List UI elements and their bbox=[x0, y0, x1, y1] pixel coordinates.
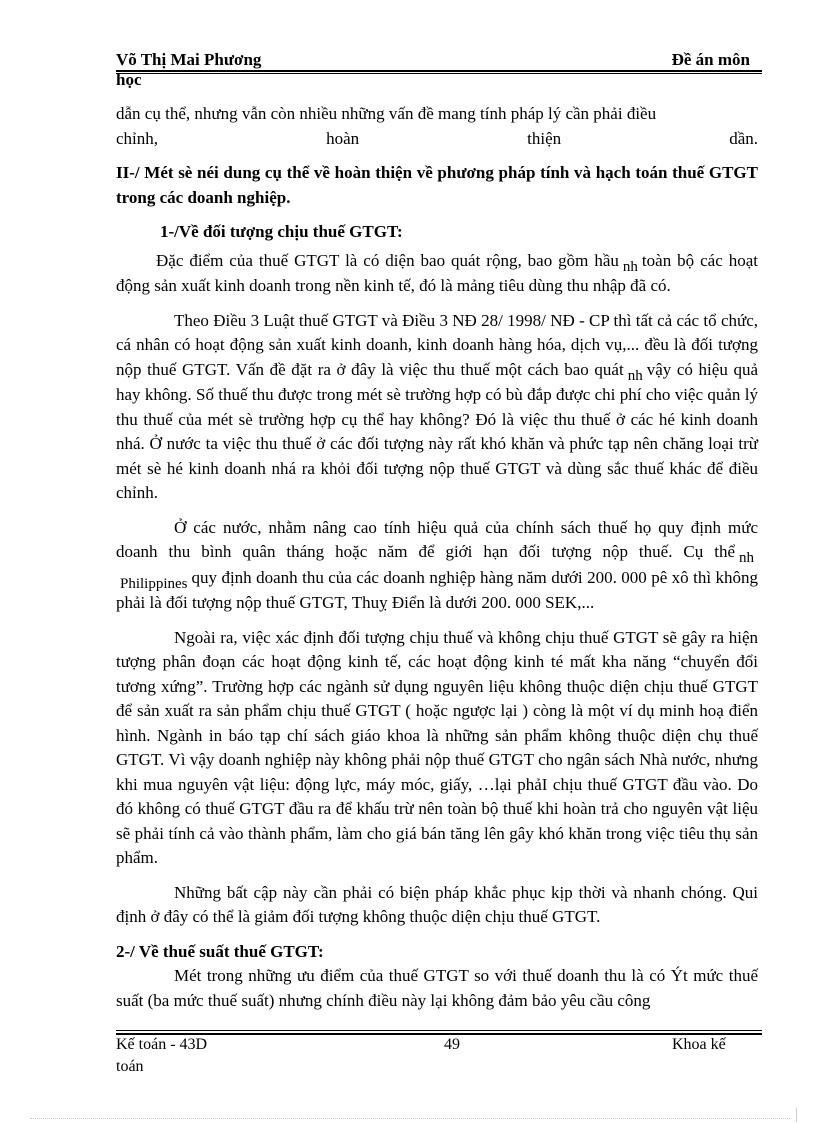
footer-right: Khoa kế bbox=[672, 1036, 726, 1053]
header-title-continued: học bbox=[116, 70, 142, 89]
footer-rule-thin bbox=[116, 1030, 762, 1031]
misplaced-fragment: nh bbox=[622, 258, 638, 275]
paragraph-text: Đặc điểm của thuế GTGT là có diện bao quát rộng, bao gồm hầu bbox=[156, 250, 619, 270]
page-number: 49 bbox=[444, 1036, 460, 1053]
paragraph-text: Ở các nước, nhằm nâng cao tính hiệu quả của chính sách thuế họ quy định mức doanh thu bình quân tháng hoặc năm để giới hạn đối tượng nộp thuế. Cụ thể bbox=[116, 517, 758, 561]
paragraph-continued bbox=[116, 102, 758, 151]
page-boundary bbox=[30, 1118, 790, 1119]
paragraph-line: chỉnh, hoàn thiện dần. bbox=[116, 128, 758, 148]
document-body bbox=[116, 102, 758, 1013]
subsection-heading-1: 1-/Về đối tượng chịu thuế GTGT: bbox=[160, 222, 403, 241]
paragraph-2 bbox=[116, 309, 758, 506]
footer-left-continued: toán bbox=[116, 1058, 144, 1075]
paragraph-text: toàn bộ các hoạt động sản xuất kinh doanh trong nền kinh tế, đó là mảng tiêu dùng thu nhập đã có. bbox=[116, 250, 758, 295]
misplaced-fragment: Philippines bbox=[120, 575, 188, 592]
paragraph-3 bbox=[116, 516, 758, 616]
paragraph-1 bbox=[116, 249, 758, 299]
paragraph-text: Theo Điều 3 Luật thuế GTGT và Điều 3 NĐ 28/ 1998/ NĐ - CP thì tất cả các tổ chức, cá nhân có hoạt động sản xuất kinh doanh, kinh doanh hàng hóa, dịch vụ,... đều là đối tượng nộp thuế GTGT. Vấn đề đặt ra ở đây là việc thu thuế một cách bao quát bbox=[116, 310, 758, 379]
footer-rule bbox=[116, 1033, 762, 1035]
paragraph-text: quy định doanh thu của các doanh nghiệp hàng năm dưới 200. 000 pê xô thì không phải là đối tượng nộp thuế GTGT, Thuỵ Điển là dưới 200. 000 SEK,... bbox=[116, 567, 758, 612]
paragraph-4: Ngoài ra, việc xác định đối tượng chịu thuế và không chịu thuế GTGT sẽ gây ra hiện tượng phân đoạn các hoạt động kinh tế, các hoạt động kinh té mất kha năng “chuyển đổi tương xứng”. Trường hợp các ngành sử dụng nguyên liệu không thuộc diện chịu thuế GTGT để sản xuất ra sản phẩm chịu thuế GTGT ( hoặc ngược lại ) còng là một ví dụ minh hoạ điển hình. Ngành in báo tạp chí sách giáo khoa là những sản phẩm không thuộc diện chụ thuế GTGT. Vì vậy doanh nghiệp này không phải nộp thuế GTGT cho ngân sách Nhà nước, nhưng khi mua nguyên vật liệu: động lực, máy móc, giấy, …lại phảI chịu thuế GTGT đầu vào. Do đó không có thuế GTGT đầu ra để khấu trừ nên toàn bộ thuế khi hoàn trả cho nguyên vật liệu sẽ phải tính cả vào thành phẩm, làm cho giá bán tăng lên gây khó khăn trong việc tiêu thụ sản phẩm. bbox=[116, 627, 758, 867]
paragraph-6: Mét trong những ưu điểm của thuế GTGT so với thuế doanh thu là có Ýt mức thuế suất (ba mức thuế suất) nhưng chính điều này lại không đảm bảo yêu cầu công bbox=[116, 966, 758, 1010]
misplaced-fragment: nh bbox=[627, 367, 643, 384]
subsection-heading-2: 2-/ Về thuế suất thuế GTGT: bbox=[116, 941, 324, 961]
paragraph-line: dẫn cụ thể, nhưng vẫn còn nhiều những vấn đề mang tính pháp lý cần phải điều bbox=[116, 104, 657, 123]
header-author: Võ Thị Mai Phương bbox=[116, 50, 262, 69]
header-rule-thin bbox=[116, 73, 762, 74]
paragraph-text: vậy có hiệu quả hay không. Số thuế thu được trong mét sè trường hợp có bù đắp được chi phí cho việc quản lý thu thuế của mét sè trường hợp cụ thể hay không? Đó là việc thu thuế ở các hé kinh doanh nhá. Ở nước ta việc thu thuế ở các đối tượng này rất khó khăn và phức tạp nên chăng loại trừ mét sè hé kinh doanh nhá ra khỏi đối tượng nộp thuế GTGT và dùng sắc thuế khác để điều chỉnh. bbox=[116, 359, 758, 502]
footer-left: Kế toán - 43D bbox=[116, 1036, 208, 1053]
page-boundary-marker bbox=[796, 1108, 797, 1122]
misplaced-fragment: nh bbox=[739, 550, 754, 566]
header-rule bbox=[116, 70, 762, 72]
header-title: Đề án môn bbox=[671, 50, 750, 69]
paragraph-5: Những bất cập này cần phải có biện pháp khắc phục kịp thời và nhanh chóng. Qui định ở đây có thể là giảm đối tượng không thuộc diện chịu thuế GTGT. bbox=[116, 882, 758, 926]
section-heading: II-/ Mét sè néi dung cụ thể về hoàn thiện về phương pháp tính và hạch toán thuế GTGT trong các doanh nghiệp. bbox=[116, 163, 758, 207]
